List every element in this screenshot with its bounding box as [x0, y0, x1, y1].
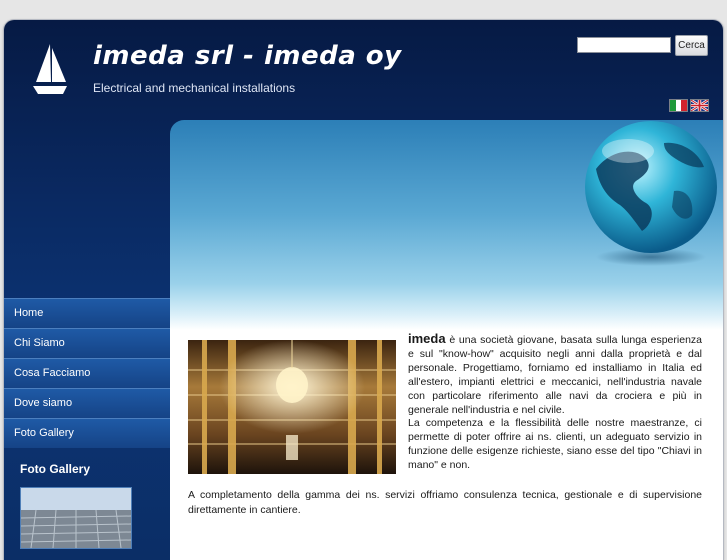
search-button[interactable]: Cerca — [675, 35, 708, 56]
main-content — [170, 330, 723, 560]
italian-flag-icon[interactable] — [669, 99, 688, 112]
site-tagline: Electrical and mechanical installations — [93, 81, 296, 95]
intro-paragraph-1: è una società giovane, basata sulla lunga esperienza e sul "know-how" acquisito negli anni dalla proprietà e dal personale. Progettiamo, forniamo ed installiamo in Italia ed all'estero, impianti elettrici e meccanici, nell'industria navale con particolare riferimento alle navi da crociera e più in generale nell'industria e nel civile. — [408, 334, 702, 416]
gallery-thumbnail-image — [21, 488, 131, 548]
gallery-thumbnail[interactable] — [20, 487, 132, 549]
intro-paragraph-2: La competenza e la flessibilità delle nostre maestranze, ci permette di poter offrire ai ns. clienti, un adeguato servizio in funzione delle esigenze richieste, siano esse del tipo "Chiavi in mano" e non. — [408, 417, 702, 472]
nav-item-dove-siamo[interactable]: Dove siamo — [4, 388, 170, 418]
sidebar-gallery-title: Foto Gallery — [20, 462, 91, 476]
site-title: imeda srl - imeda oy — [93, 41, 402, 71]
search-input[interactable] — [577, 37, 671, 53]
outro-text: A completamento della gamma dei ns. servizi offriamo consulenza tecnica, gestionale e di supervisione direttamente in cantiere. — [188, 489, 702, 516]
nav-item-home[interactable]: Home — [4, 298, 170, 328]
page-frame — [4, 20, 723, 560]
uk-flag-icon[interactable] — [690, 99, 709, 112]
site-header — [4, 20, 723, 120]
sailboat-icon — [30, 42, 70, 100]
nav-item-chi-siamo[interactable]: Chi Siamo — [4, 328, 170, 358]
sidebar-nav — [4, 298, 170, 448]
nav-item-cosa-facciamo[interactable]: Cosa Facciamo — [4, 358, 170, 388]
nav-item-foto-gallery[interactable]: Foto Gallery — [4, 418, 170, 448]
globe-icon — [576, 119, 726, 269]
brand-name: imeda — [408, 331, 446, 346]
intro-text — [408, 332, 702, 473]
atrium-photo — [188, 340, 396, 474]
